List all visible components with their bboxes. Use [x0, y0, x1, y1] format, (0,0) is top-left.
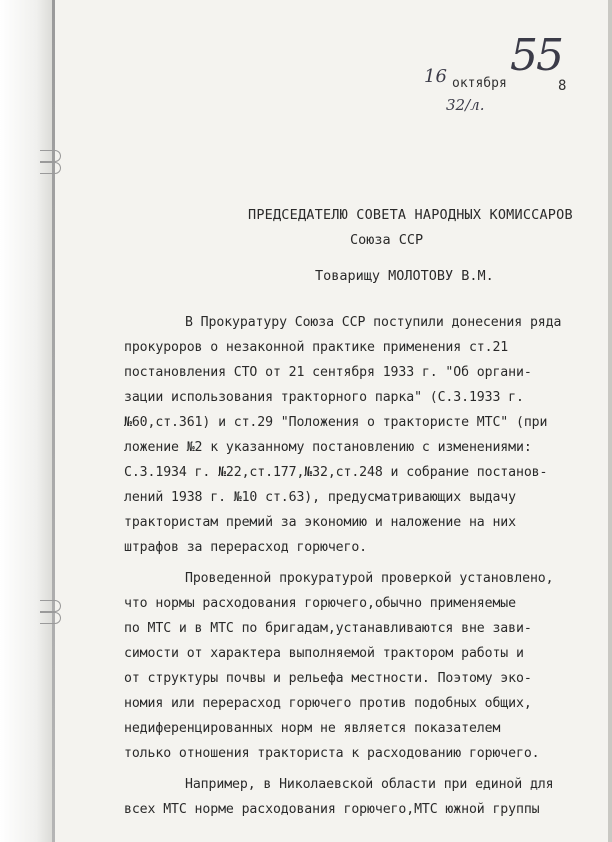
body-line: штрафов за перерасход горючего. [124, 540, 368, 555]
binding-stitch [40, 150, 61, 162]
body-line: лений 1938 г. №10 ст.63), предусматривающих выдачу [124, 490, 516, 505]
body-line: симости от характера выполняемой трактором работы и [124, 646, 524, 661]
binding-stitch [40, 612, 61, 624]
body-line: только отношения тракториста к расходованию горючего. [124, 746, 540, 761]
handwritten-archive-number: 55 [510, 30, 562, 81]
page-number: 8 [558, 78, 567, 94]
body-line: Проведенной прокуратурой проверкой установлено, [185, 571, 554, 586]
body-line: постановления СТО от 21 сентября 1933 г. "Об органи- [124, 365, 532, 380]
body-line: ложение №2 к указанному постановлению с изменениями: [124, 440, 532, 455]
body-line: номия или перерасход горючего против подобных общих, [124, 696, 532, 711]
body-line: В Прокуратуру Союза ССР поступили донесения ряда [185, 315, 562, 330]
body-line: С.З.1934 г. №22,ст.177,№32,ст.248 и собрание постанов- [124, 465, 548, 480]
binding-edge [52, 0, 55, 842]
body-line: всех МТС норме расходования горючего,МТС южной группы [124, 802, 540, 817]
body-line: прокуроров о незаконной практике применения ст.21 [124, 340, 509, 355]
page-edge [608, 0, 612, 842]
body-line: зации использования тракторного парка" (С.З.1933 г. [124, 390, 524, 405]
heading-recipient-org: Союза ССР [350, 232, 424, 248]
binding-shadow [0, 0, 52, 842]
handwritten-date-day: 16 [424, 66, 447, 87]
handwritten-reference: 32/л. [446, 96, 485, 114]
body-line: №60,ст.361) и ст.29 "Положения о трактористе МТС" (при [124, 415, 548, 430]
binding-stitch [40, 162, 61, 174]
body-line: от структуры почвы и рельефа местности. Поэтому эко- [124, 671, 532, 686]
body-line: что нормы расходования горючего,обычно применяемые [124, 596, 516, 611]
binding-stitch [40, 600, 61, 612]
body-line: по МТС и в МТС по бригадам,устанавливаются вне зави- [124, 621, 532, 636]
heading-recipient-title: ПРЕДСЕДАТЕЛЮ СОВЕТА НАРОДНЫХ КОМИССАРОВ [248, 207, 573, 223]
addressee: Товарищу МОЛОТОВУ В.М. [315, 268, 494, 284]
body-line: недиференцированных норм не является показателем [124, 721, 501, 736]
body-line: Например, в Николаевской области при единой для [185, 777, 554, 792]
body-line: трактористам премий за экономию и наложение на них [124, 515, 516, 530]
handwritten-date-month: октября [452, 76, 507, 91]
